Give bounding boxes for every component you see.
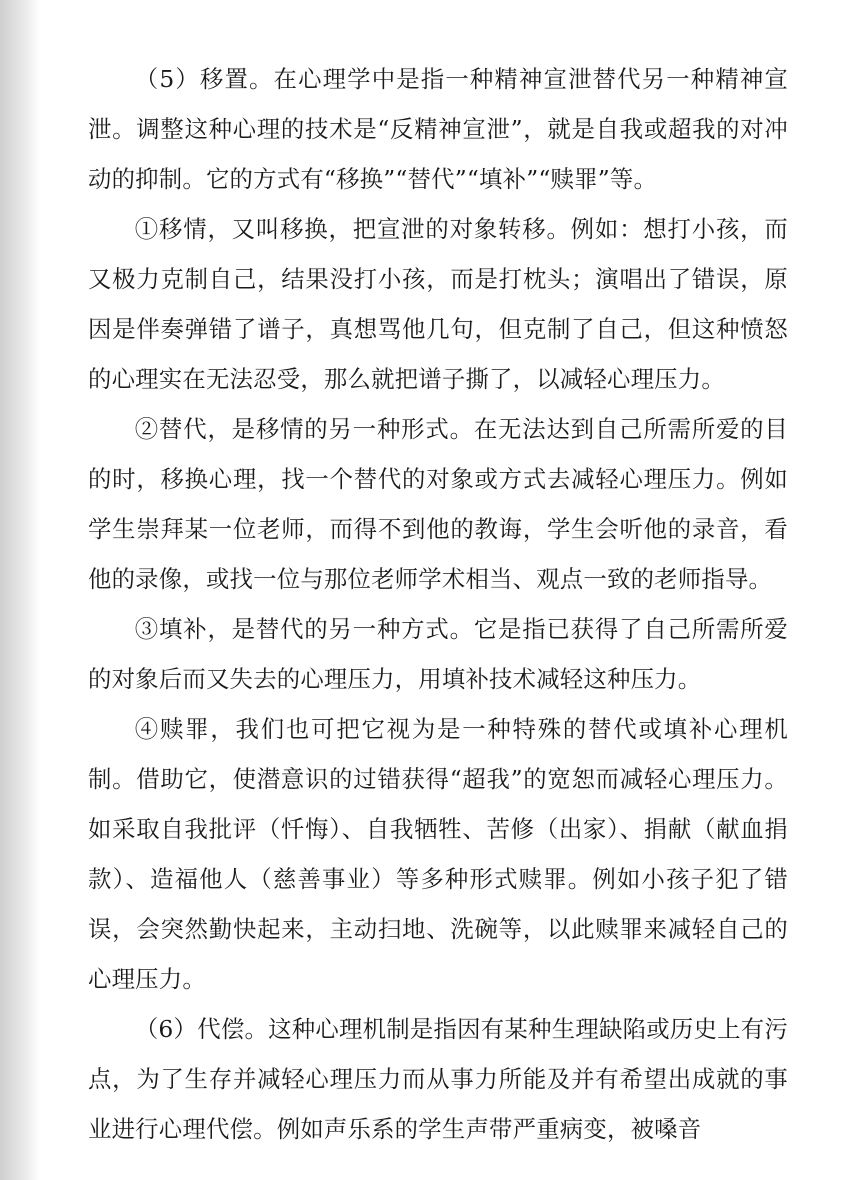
paragraph-compensation: （6）代偿。这种心理机制是指因有某种生理缺陷或历史上有污点，为了生存并减轻心理压力而从事力所能及并有希望出成就的事业进行心理代偿。例如声乐系的学生声带严重病变，被嗓音 xyxy=(88,1015,788,1143)
body-text xyxy=(88,54,788,1154)
paragraph-compensation-fill: ③填补，是替代的另一种方式。它是指已获得了自己所需所爱的对象后而又失去的心理压力，用填补技术减轻这种压力。 xyxy=(88,615,788,693)
paragraph-atonement: ④赎罪，我们也可把它视为是一种特殊的替代或填补心理机制。借助它，使潜意识的过错获得“超我”的宽恕而减轻心理压力。如采取自我批评（忏悔）、自我牺牲、苦修（出家）、捐献（献血捐款）、造福他人（慈善事业）等多种形式赎罪。例如小孩子犯了错误，会突然勤快起来，主动扫地、洗碗等，以此赎罪来减轻自己的心理压力。 xyxy=(88,715,788,993)
paragraph-substitution: ②替代，是移情的另一种形式。在无法达到自己所需所爱的目的时，移换心理，找一个替代的对象或方式去减轻心理压力。例如学生崇拜某一位老师，而得不到他的教诲，学生会听他的录音，看他的录像，或找一位与那位老师学术相当、观点一致的老师指导。 xyxy=(88,415,788,593)
scan-shadow xyxy=(0,0,40,1180)
paragraph-transference: ①移情，又叫移换，把宣泄的对象转移。例如：想打小孩，而又极力克制自己，结果没打小孩，而是打枕头；演唱出了错误，原因是伴奏弹错了谱子，真想骂他几句，但克制了自己，但这种愤怒的心理实在无法忍受，那么就把谱子撕了，以减轻心理压力。 xyxy=(88,215,788,393)
paragraph-displacement: （5）移置。在心理学中是指一种精神宣泄替代另一种精神宣泄。调整这种心理的技术是“反精神宣泄”，就是自我或超我的对冲动的抑制。它的方式有“移换”“替代”“填补”“赎罪”等。 xyxy=(88,65,788,193)
